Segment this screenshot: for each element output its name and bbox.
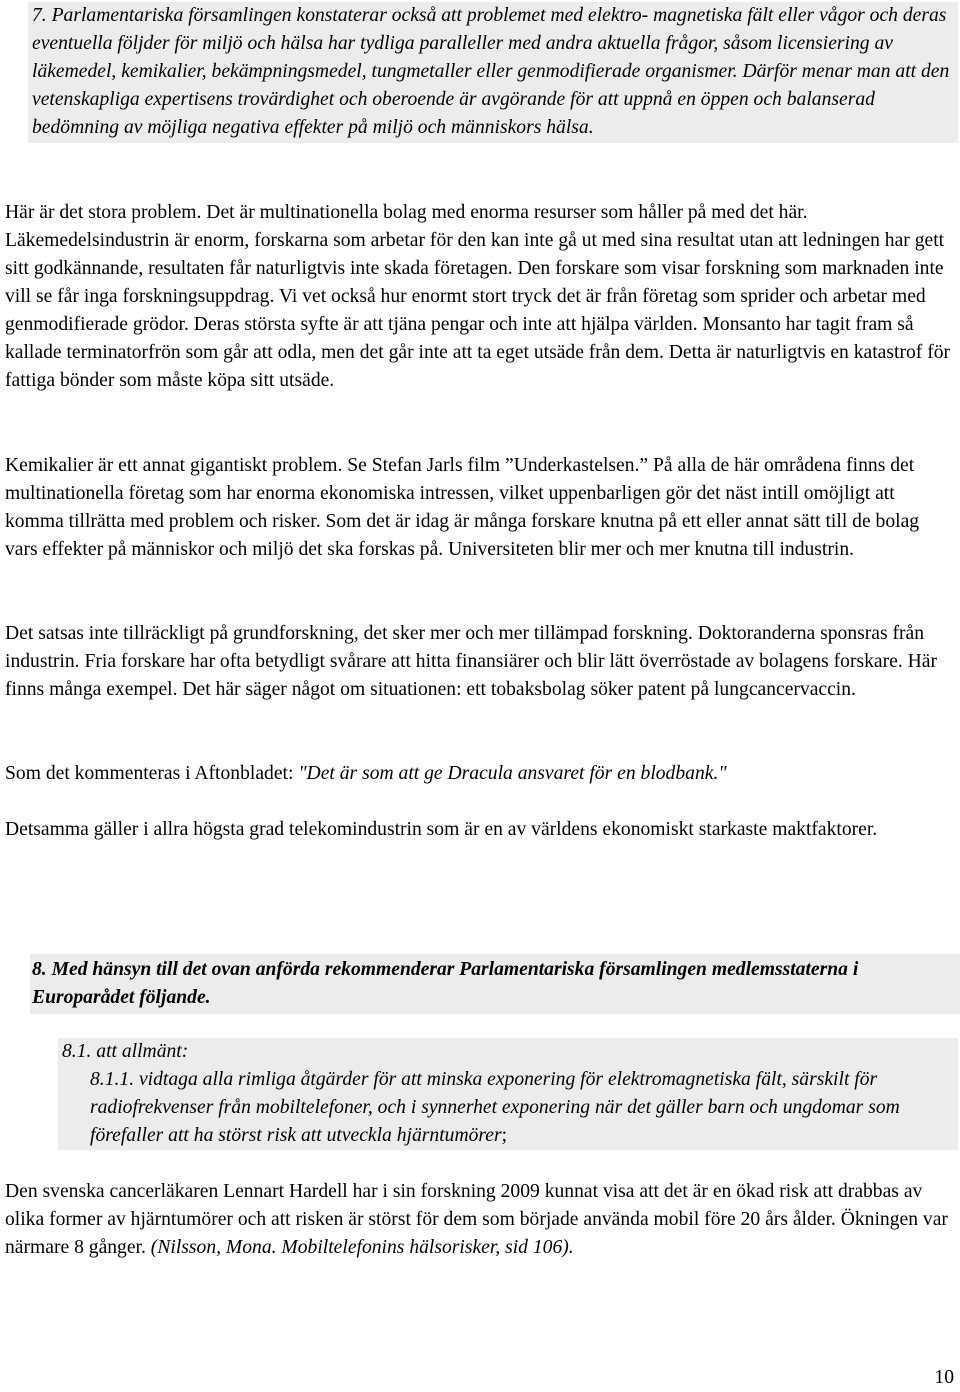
section-7-text: 7. Parlamentariska församlingen konstaterar också att problemet med elektro- magnetiska fält eller vågor och deras eventuella följder för miljö och hälsa har tydliga paralleller med andra aktuella frågor, såsom licensiering av läkemedel, kemikalier, bekämpningsmedel, tungmetaller eller genmodifierade organismer. Därför menar man att den vetenskapliga expertisens trovärdighet och oberoende är avgörande för att uppnå en öppen och balanserad bedömning av möjliga negativa effekter på miljö och människors hälsa.	[32, 5, 950, 138]
paragraph-telecom	[5, 816, 955, 844]
paragraph-aftonbladet	[5, 760, 955, 788]
section-8-1-1-text: 8.1.1. vidtaga alla rimliga åtgärder för att minska exponering för elektromagnetiska fält, särskilt för radiofrekvenser från mobiltelefoner, och i synnerhet exponering när det gäller barn och ungdomar som förefaller att ha störst risk att utveckla hjärntumörer	[90, 1069, 900, 1146]
hardell-text: Den svenska cancerläkaren Lennart Hardell har i sin forskning 2009 kunnat visa att det är en ökad risk att drabbas av olika former av hjärntumörer och att risken är störst för dem som började använda mobil före 20 års ålder. Ökningen var närmare 8 gånger.	[5, 1181, 948, 1258]
section-8-1-block	[58, 1038, 958, 1150]
paragraph-problem	[5, 199, 955, 395]
section-8-1-label: 8.1. att allmänt:	[62, 1041, 189, 1062]
section-8-1-1-end: ;	[501, 1125, 508, 1146]
paragraph-problem-text: Här är det stora problem. Det är multinationella bolag med enorma resurser som håller på med det här. Läkemedelsindustrin är enorm, forskarna som arbetar för den kan inte gå ut med sina resultat utan att ledningen har gett sitt godkännande, resultaten får naturligtvis inte skada företagen. Den forskare som visar forskning som marknaden inte vill se får inga forskningsuppdrag. Vi vet också hur enormt stort tryck det är från företag som sprider och arbetar med genmodifierade grödor. Deras största syfte är att tjäna pengar och inte att hjälpa världen. Monsanto har tagit fram så kallade terminatorfrön som går att odla, men det går inte att ta eget utsäde från dem. Detta är naturligtvis en katastrof för fattiga bönder som måste köpa sitt utsäde.	[5, 202, 951, 391]
paragraph-chemicals	[5, 452, 955, 564]
section-8-heading	[30, 954, 960, 1014]
hardell-citation: (Nilsson, Mona. Mobiltelefonins hälsorisker, sid 106).	[150, 1237, 574, 1258]
paragraph-hardell	[5, 1178, 955, 1262]
paragraph-research-text: Det satsas inte tillräckligt på grundforskning, det sker mer och mer tillämpad forskning. Doktoranderna sponsras från industrin. Fria forskare har ofta betydligt svårare att hitta finansiärer och blir lätt överröstade av bolagens forskare. Här finns många exempel. Det här säger något om situationen: ett tobaksbolag söker patent på lungcancervaccin.	[5, 623, 937, 700]
paragraph-chemicals-text: Kemikalier är ett annat gigantiskt problem. Se Stefan Jarls film ”Underkastelsen.” På alla de här områdena finns det multinationella företag som har enorma ekonomiska intressen, vilket uppenbarligen gör det näst intill omöjligt att komma tillrätta med problem och risker. Som det är idag är många forskare knutna på ett eller annat sätt till de bolag vars effekter på människor och miljö det ska forskas på. Universiteten blir mer och mer knutna till industrin.	[5, 455, 920, 560]
section-8-heading-text: 8. Med hänsyn till det ovan anförda rekommenderar Parlamentariska församlingen medlemsstaterna i Europarådet följande.	[32, 959, 859, 1008]
paragraph-telecom-text: Detsamma gäller i allra högsta grad telekomindustrin som är en av världens ekonomiskt starkaste maktfaktorer.	[5, 819, 878, 840]
aftonbladet-quote: "Det är som att ge Dracula ansvaret för en blodbank."	[298, 763, 727, 784]
section-7-quote	[28, 2, 958, 143]
page-number: 10	[934, 1367, 954, 1388]
aftonbladet-prefix: Som det kommenteras i Aftonbladet:	[5, 763, 299, 784]
paragraph-research	[5, 620, 955, 704]
